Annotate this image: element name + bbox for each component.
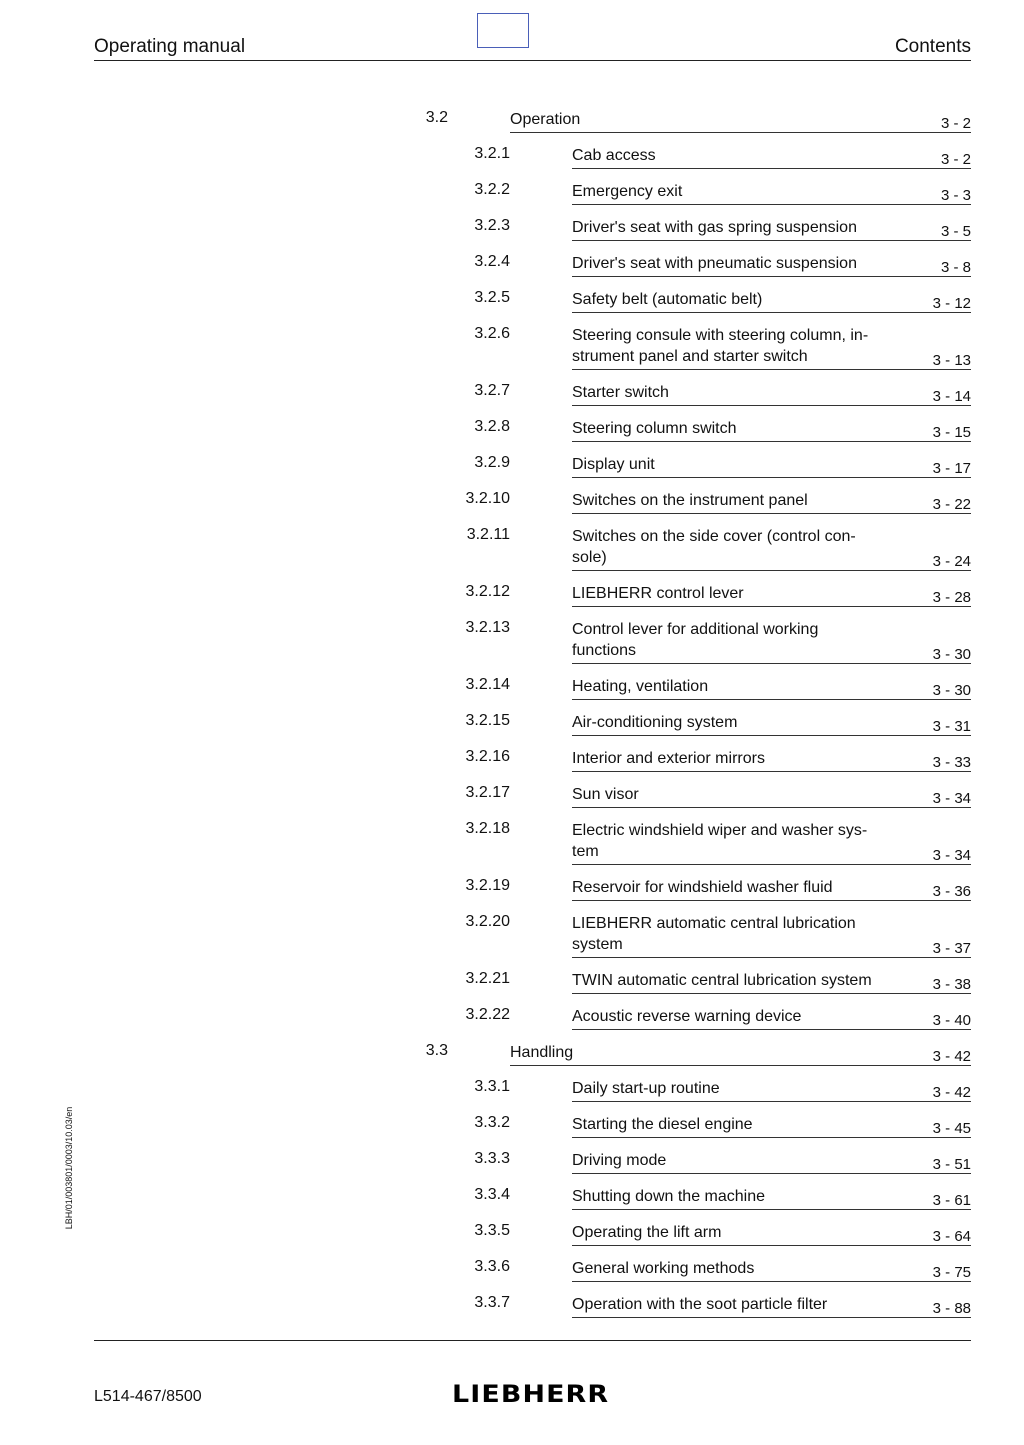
toc-page: 3 - 30	[932, 646, 971, 663]
toc-entry[interactable]	[0, 748, 1024, 769]
toc-page: 3 - 34	[932, 847, 971, 864]
toc-entry[interactable]	[0, 712, 1024, 733]
toc-page: 3 - 40	[932, 1012, 971, 1029]
toc-page: 3 - 88	[932, 1300, 971, 1317]
toc-underline	[572, 771, 971, 772]
toc-title: Driver's seat with pneumatic suspension	[572, 255, 857, 272]
toc-page: 3 - 15	[932, 424, 971, 441]
toc-title: Operation with the soot particle filter	[572, 1296, 828, 1313]
toc-underline	[510, 1065, 971, 1066]
toc-entry[interactable]	[0, 676, 1024, 697]
toc-title: Interior and exterior mirrors	[572, 750, 765, 767]
toc-title: Driving mode	[572, 1152, 667, 1169]
toc-page: 3 - 38	[932, 976, 971, 993]
toc-entry[interactable]	[0, 1006, 1024, 1027]
toc-underline	[572, 993, 971, 994]
toc-title: Cab access	[572, 147, 656, 164]
toc-underline	[572, 807, 971, 808]
header-divider	[94, 60, 971, 61]
toc-page: 3 - 42	[932, 1048, 971, 1065]
toc-number: 3.2.8	[474, 418, 510, 435]
toc-entry[interactable]	[0, 877, 1024, 898]
toc-entry[interactable]	[0, 1294, 1024, 1315]
toc-page: 3 - 5	[940, 223, 971, 240]
toc-title: LIEBHERR automatic central lubrication system	[572, 915, 856, 953]
toc-entry[interactable]	[0, 784, 1024, 805]
toc-number: 3.2.22	[465, 1006, 510, 1023]
toc-title: Daily start-up routine	[572, 1080, 720, 1097]
toc-page: 3 - 12	[932, 295, 971, 312]
toc-number: 3.2.11	[466, 526, 510, 543]
toc-entry[interactable]	[0, 619, 1024, 661]
toc-page: 3 - 14	[932, 388, 971, 405]
toc-page: 3 - 34	[932, 790, 971, 807]
toc-entry[interactable]	[0, 526, 1024, 568]
toc-number: 3.2.14	[465, 676, 510, 693]
toc-title: Starter switch	[572, 384, 669, 401]
toc-page: 3 - 22	[932, 496, 971, 513]
toc-entry[interactable]	[0, 490, 1024, 511]
toc-title: Display unit	[572, 456, 655, 473]
toc-title: Switches on the instrument panel	[572, 492, 808, 509]
toc-number: 3.2.16	[465, 748, 510, 765]
toc-entry[interactable]	[0, 1222, 1024, 1243]
toc-number: 3.3.2	[474, 1114, 510, 1131]
toc-title: Driver's seat with gas spring suspension	[572, 219, 857, 236]
toc-entry[interactable]	[0, 418, 1024, 439]
toc-entry[interactable]	[0, 1042, 1024, 1063]
toc-entry[interactable]	[0, 1186, 1024, 1207]
toc-number: 3.3.3	[474, 1150, 510, 1167]
toc-number: 3.2.1	[474, 145, 510, 162]
toc-underline	[572, 369, 971, 370]
toc-page: 3 - 36	[932, 883, 971, 900]
toc-number: 3.2.13	[465, 619, 510, 636]
toc-underline	[572, 606, 971, 607]
toc-title: Emergency exit	[572, 183, 683, 200]
toc-underline	[572, 312, 971, 313]
toc-title: TWIN automatic central lubrication system	[572, 972, 872, 989]
toc-number: 3.2.6	[474, 325, 510, 342]
toc-underline	[572, 513, 971, 514]
toc-number: 3.2.2	[474, 181, 510, 198]
toc-title: Heating, ventilation	[572, 678, 709, 695]
toc-title: Electric windshield wiper and washer sys- tem	[572, 822, 868, 860]
toc-underline	[572, 441, 971, 442]
toc-underline	[572, 477, 971, 478]
toc-title: Shutting down the machine	[572, 1188, 766, 1205]
toc-underline	[572, 405, 971, 406]
toc-page: 3 - 61	[932, 1192, 971, 1209]
toc-number: 3.3.1	[474, 1078, 510, 1095]
toc-title: LIEBHERR control lever	[572, 585, 744, 602]
toc-page: 3 - 8	[940, 259, 971, 276]
toc-number: 3.3	[425, 1042, 448, 1059]
toc-number: 3.2.5	[474, 289, 510, 306]
toc-entry[interactable]	[0, 583, 1024, 604]
toc-title: Control lever for additional working functions	[572, 621, 819, 659]
toc-number: 3.2.7	[474, 382, 510, 399]
toc-title: Steering consule with steering column, in- strument panel and starter switch	[572, 327, 869, 365]
toc-title: Switches on the side cover (control con- sole)	[572, 528, 856, 566]
toc-underline	[572, 864, 971, 865]
toc-entry[interactable]	[0, 454, 1024, 475]
footer-divider	[94, 1340, 971, 1341]
toc-title: Safety belt (automatic belt)	[572, 291, 763, 308]
toc-number: 3.2.17	[465, 784, 510, 801]
toc-page: 3 - 64	[932, 1228, 971, 1245]
toc-page: 3 - 17	[932, 460, 971, 477]
toc-page: 3 - 75	[932, 1264, 971, 1281]
toc-underline	[572, 1317, 971, 1318]
toc-entry[interactable]	[0, 289, 1024, 310]
toc-title: Operating the lift arm	[572, 1224, 722, 1241]
toc-underline	[572, 168, 971, 169]
toc-underline	[572, 240, 971, 241]
toc-underline	[572, 699, 971, 700]
toc-underline	[572, 900, 971, 901]
toc-title: Starting the diesel engine	[572, 1116, 753, 1133]
toc-page: 3 - 2	[940, 115, 971, 132]
toc-page: 3 - 33	[932, 754, 971, 771]
toc-entry[interactable]	[0, 253, 1024, 274]
toc-entry[interactable]	[0, 970, 1024, 991]
toc-underline	[572, 1245, 971, 1246]
toc-page: 3 - 13	[932, 352, 971, 369]
toc-number: 3.2.12	[465, 583, 510, 600]
toc-number: 3.2.9	[474, 454, 510, 471]
toc-underline	[572, 204, 971, 205]
toc-page: 3 - 3	[940, 187, 971, 204]
page-marker-box	[477, 13, 529, 48]
toc-entry[interactable]	[0, 382, 1024, 403]
toc-page: 3 - 31	[932, 718, 971, 735]
toc-title: Handling	[510, 1044, 574, 1061]
toc-number: 3.2.18	[465, 820, 510, 837]
toc-underline	[572, 1209, 971, 1210]
liebherr-logo: LIEBHERR	[452, 1380, 610, 1408]
header-title: Operating manual	[94, 36, 246, 57]
toc-underline	[572, 1281, 971, 1282]
toc-underline	[572, 1173, 971, 1174]
toc-page: 3 - 51	[932, 1156, 971, 1173]
toc-underline	[572, 663, 971, 664]
toc-number: 3.2.4	[474, 253, 510, 270]
toc-number: 3.2.3	[474, 217, 510, 234]
toc-entry[interactable]	[0, 325, 1024, 367]
toc-underline	[572, 276, 971, 277]
toc-number: 3.3.5	[474, 1222, 510, 1239]
toc-page: 3 - 2	[940, 151, 971, 168]
header-section: Contents	[894, 36, 971, 57]
toc-number: 3.3.7	[474, 1294, 510, 1311]
toc-number: 3.2.19	[465, 877, 510, 894]
toc-page: 3 - 45	[932, 1120, 971, 1137]
toc-underline	[572, 957, 971, 958]
toc-underline	[572, 1137, 971, 1138]
toc-entry[interactable]	[0, 820, 1024, 862]
toc-title: Acoustic reverse warning device	[572, 1008, 802, 1025]
toc-number: 3.2.15	[465, 712, 510, 729]
toc-entry[interactable]	[0, 913, 1024, 955]
toc-page: 3 - 28	[932, 589, 971, 606]
toc-page: 3 - 24	[932, 553, 971, 570]
toc-title: Air-conditioning system	[572, 714, 738, 731]
toc-number: 3.2	[425, 109, 448, 126]
toc-page: 3 - 30	[932, 682, 971, 699]
toc-entry[interactable]	[0, 217, 1024, 238]
toc-page: 3 - 37	[932, 940, 971, 957]
toc-underline	[572, 570, 971, 571]
toc-underline	[510, 132, 971, 133]
toc-entry[interactable]	[0, 1078, 1024, 1099]
toc-entry[interactable]	[0, 109, 1024, 130]
toc-title: Operation	[510, 111, 581, 128]
toc-entry[interactable]	[0, 1258, 1024, 1279]
toc-title: Steering column switch	[572, 420, 737, 437]
toc-entry[interactable]	[0, 1114, 1024, 1135]
toc-number: 3.3.4	[474, 1186, 510, 1203]
toc-number: 3.2.10	[465, 490, 510, 507]
toc-title: Sun visor	[572, 786, 639, 803]
toc-entry[interactable]	[0, 145, 1024, 166]
toc-page: 3 - 42	[932, 1084, 971, 1101]
toc-title: General working methods	[572, 1260, 755, 1277]
toc-underline	[572, 1029, 971, 1030]
toc-underline	[572, 1101, 971, 1102]
toc-number: 3.3.6	[474, 1258, 510, 1275]
toc-entry[interactable]	[0, 181, 1024, 202]
toc-number: 3.2.21	[465, 970, 510, 987]
toc-number: 3.2.20	[465, 913, 510, 930]
toc-underline	[572, 735, 971, 736]
side-reference-code: LBH/01/003801/0003/10.03/en	[64, 1106, 74, 1230]
document-code: L514-467/8500	[94, 1388, 202, 1405]
toc-entry[interactable]	[0, 1150, 1024, 1171]
toc-title: Reservoir for windshield washer fluid	[572, 879, 833, 896]
